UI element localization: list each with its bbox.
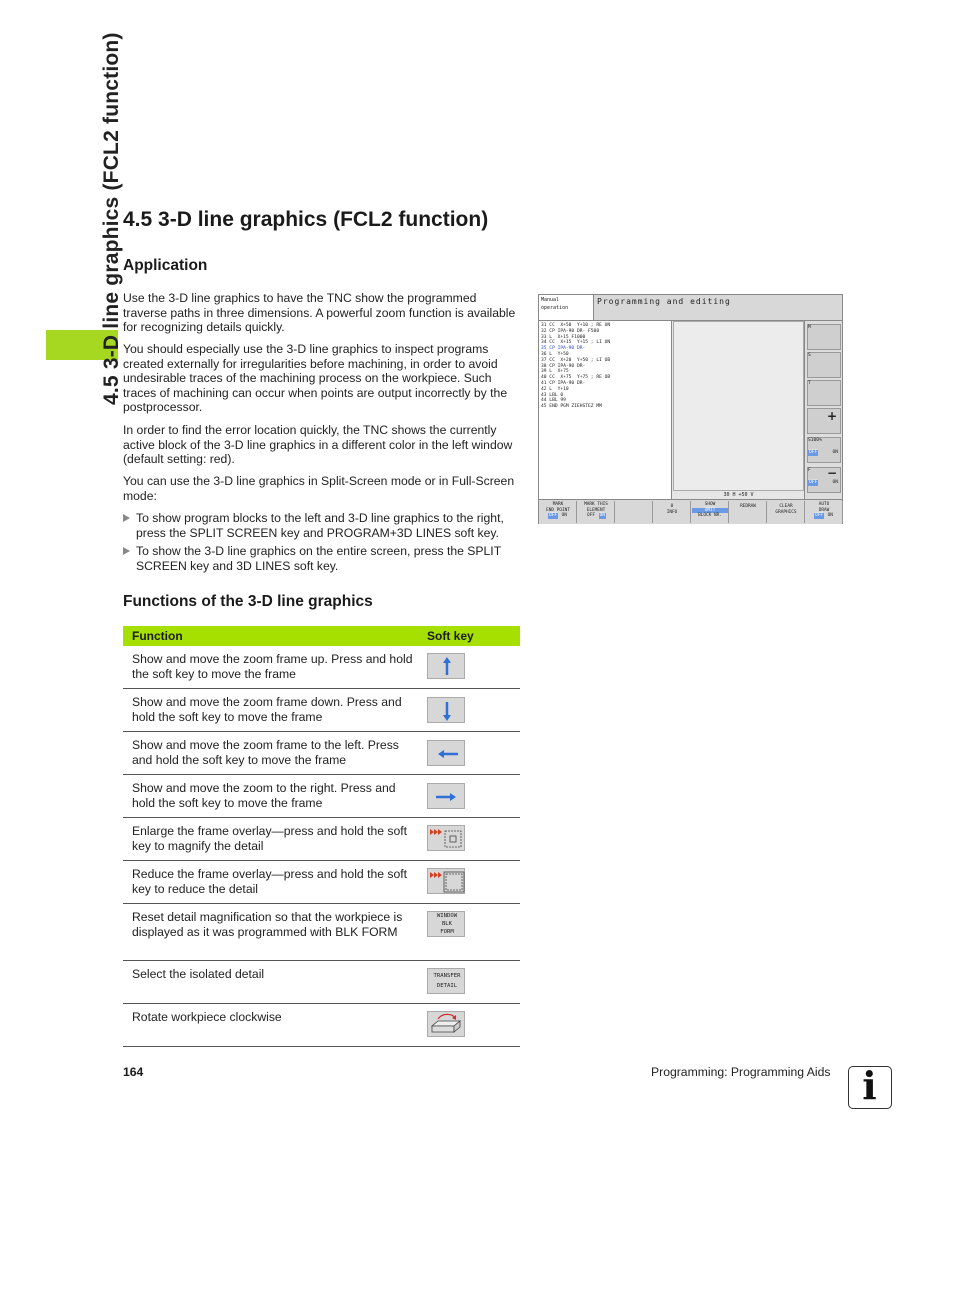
program-line: 34 CC X+15 Y+15 ; LI UN — [541, 340, 611, 346]
softkey-redraw: REDRAW — [730, 501, 767, 523]
bullet-item: To show program blocks to the left and 3-D line graphics to the right, press the SPLIT SCREEN key and PROGRAM+3D LINES soft key. — [123, 511, 523, 540]
side-softkey: F − OFF ON — [807, 467, 841, 493]
window-blk-form-softkey: WINDOW BLK FORM — [427, 911, 465, 937]
table-row: Show and move the zoom to the right. Press and hold the soft key to move the frame — [123, 775, 520, 818]
program-line: 42 L Y+10 — [541, 386, 569, 392]
softkey-info: 0 INFO — [654, 501, 691, 523]
table-row: Rotate workpiece clockwise — [123, 1004, 520, 1047]
application-heading: Application — [123, 257, 208, 274]
table-row: Select the isolated detail TRANSFER DETAIL — [123, 961, 520, 1004]
program-line: 45 END PGM ZIEHSTEZ MM — [541, 404, 602, 410]
column-header-softkey: Soft key — [427, 629, 474, 643]
bullet-triangle-icon — [123, 514, 130, 522]
paragraph: In order to find the error location quickly, the TNC shows the currently active block of the 3-D line graphics in a different color in the left window (default setting: red). — [123, 423, 513, 466]
program-line: 33 L X+15 F1000 — [541, 334, 586, 340]
bullet-triangle-icon — [123, 547, 130, 555]
side-softkey: S — [807, 352, 841, 378]
minus-icon: − — [826, 466, 837, 480]
plus-icon: + — [826, 409, 837, 423]
program-line: 43 LBL 0 — [541, 392, 564, 398]
section-heading: 4.5 3-D line graphics (FCL2 function) — [123, 208, 489, 231]
softkey-mark-end-point: MARK END POINT OFF ON — [540, 501, 577, 523]
table-row: Show and move the zoom frame down. Press and hold the soft key to move the frame — [123, 689, 520, 732]
functions-table — [123, 626, 520, 1047]
arrow-right-icon — [427, 783, 465, 809]
side-softkey — [807, 408, 841, 434]
side-softkey: T — [807, 380, 841, 406]
arrow-down-icon — [427, 697, 465, 723]
column-header-function: Function — [132, 629, 183, 643]
table-row: Show and move the zoom frame up. Press and hold the soft key to move the frame — [123, 646, 520, 689]
bullet-item: To show the 3-D line graphics on the entire screen, press the SPLIT SCREEN key and 3D LINES soft key. — [123, 544, 523, 573]
arrow-up-icon — [427, 653, 465, 679]
program-line: 32 CP IPA-90 DR- F500 — [541, 328, 600, 334]
program-line: 44 LBL 99 — [541, 398, 566, 404]
program-line: 39 L X+75 — [541, 369, 569, 375]
table-row: Reduce the frame overlay—press and hold the soft key to reduce the detail — [123, 861, 520, 904]
screen-mode-label: Manual operation — [539, 295, 594, 321]
chapter-footer: Programming: Programming Aids — [651, 1065, 831, 1079]
side-softkey: S100% OFF ON — [807, 437, 841, 463]
table-header — [123, 626, 520, 646]
functions-heading: Functions of the 3-D line graphics — [123, 593, 373, 610]
softkey-auto-draw: AUTO DRAW OFF ON — [806, 501, 843, 523]
horizontal-softkey-bar — [539, 499, 842, 524]
vertical-softkey-bar — [804, 321, 842, 499]
table-row: Enlarge the frame overlay—press and hold the soft key to magnify the detail — [123, 818, 520, 861]
softkey-clear-graphics: CLEAR GRAPHICS — [768, 501, 805, 523]
program-line: 38 CP IPA-90 DR- — [541, 363, 586, 369]
transfer-detail-softkey: TRANSFER DETAIL — [427, 968, 465, 994]
softkey-mark-this-element: MARK THIS ELEMENT OFF ON — [578, 501, 615, 523]
table-row: Show and move the zoom frame to the left. Press and hold the soft key to move the frame — [123, 732, 520, 775]
zoom-out-frame-icon — [427, 868, 465, 894]
graphics-window — [673, 321, 804, 491]
program-line: 41 CP IPA-90 DR- — [541, 380, 586, 386]
program-listing — [539, 321, 672, 499]
tnc-screen-screenshot — [538, 294, 843, 524]
paragraph: Use the 3-D line graphics to have the TNC show the programmed traverse paths in three dimensions. A powerful zoom function is available for recognizing details quickly. — [123, 291, 516, 334]
paragraph: You can use the 3-D line graphics in Split-Screen mode or in Full-Screen mode: — [123, 474, 515, 503]
rotate-clockwise-icon — [427, 1011, 465, 1037]
screen-title: Programming and editing — [594, 295, 842, 321]
table-row: Reset detail magnification so that the workpiece is displayed as it was programmed with BLK FORM WINDOW BLK FORM — [123, 904, 520, 961]
page-number: 164 — [123, 1065, 144, 1079]
program-line: 40 CC X+75 Y+75 ; RE OB — [541, 375, 611, 381]
program-line: 36 L Y+50 — [541, 351, 569, 357]
softkey-show-omit-block-nr: SHOW OMIT BLOCK NR. — [692, 501, 729, 523]
side-softkey: M — [807, 324, 841, 350]
arrow-left-icon — [427, 740, 465, 766]
program-line: 35 CP IPA-90 DR- — [541, 346, 586, 352]
program-line: 37 CC X+20 Y+50 ; LI OB — [541, 357, 611, 363]
zoom-in-frame-icon — [427, 825, 465, 851]
coordinate-readout: 30 H +50 V — [723, 492, 754, 498]
info-icon: i — [848, 1066, 892, 1109]
paragraph: You should especially use the 3-D line graphics to inspect programs created externally for irregularities before machining, in order to avoid undesirable traces of the machining process on the workpiece. Such traces of machining can occur when points are output incorrectly by the postprocessor. — [123, 342, 508, 414]
softkey-empty — [616, 501, 653, 523]
program-line: 31 CC X+50 Y+10 ; RE UN — [541, 323, 611, 328]
